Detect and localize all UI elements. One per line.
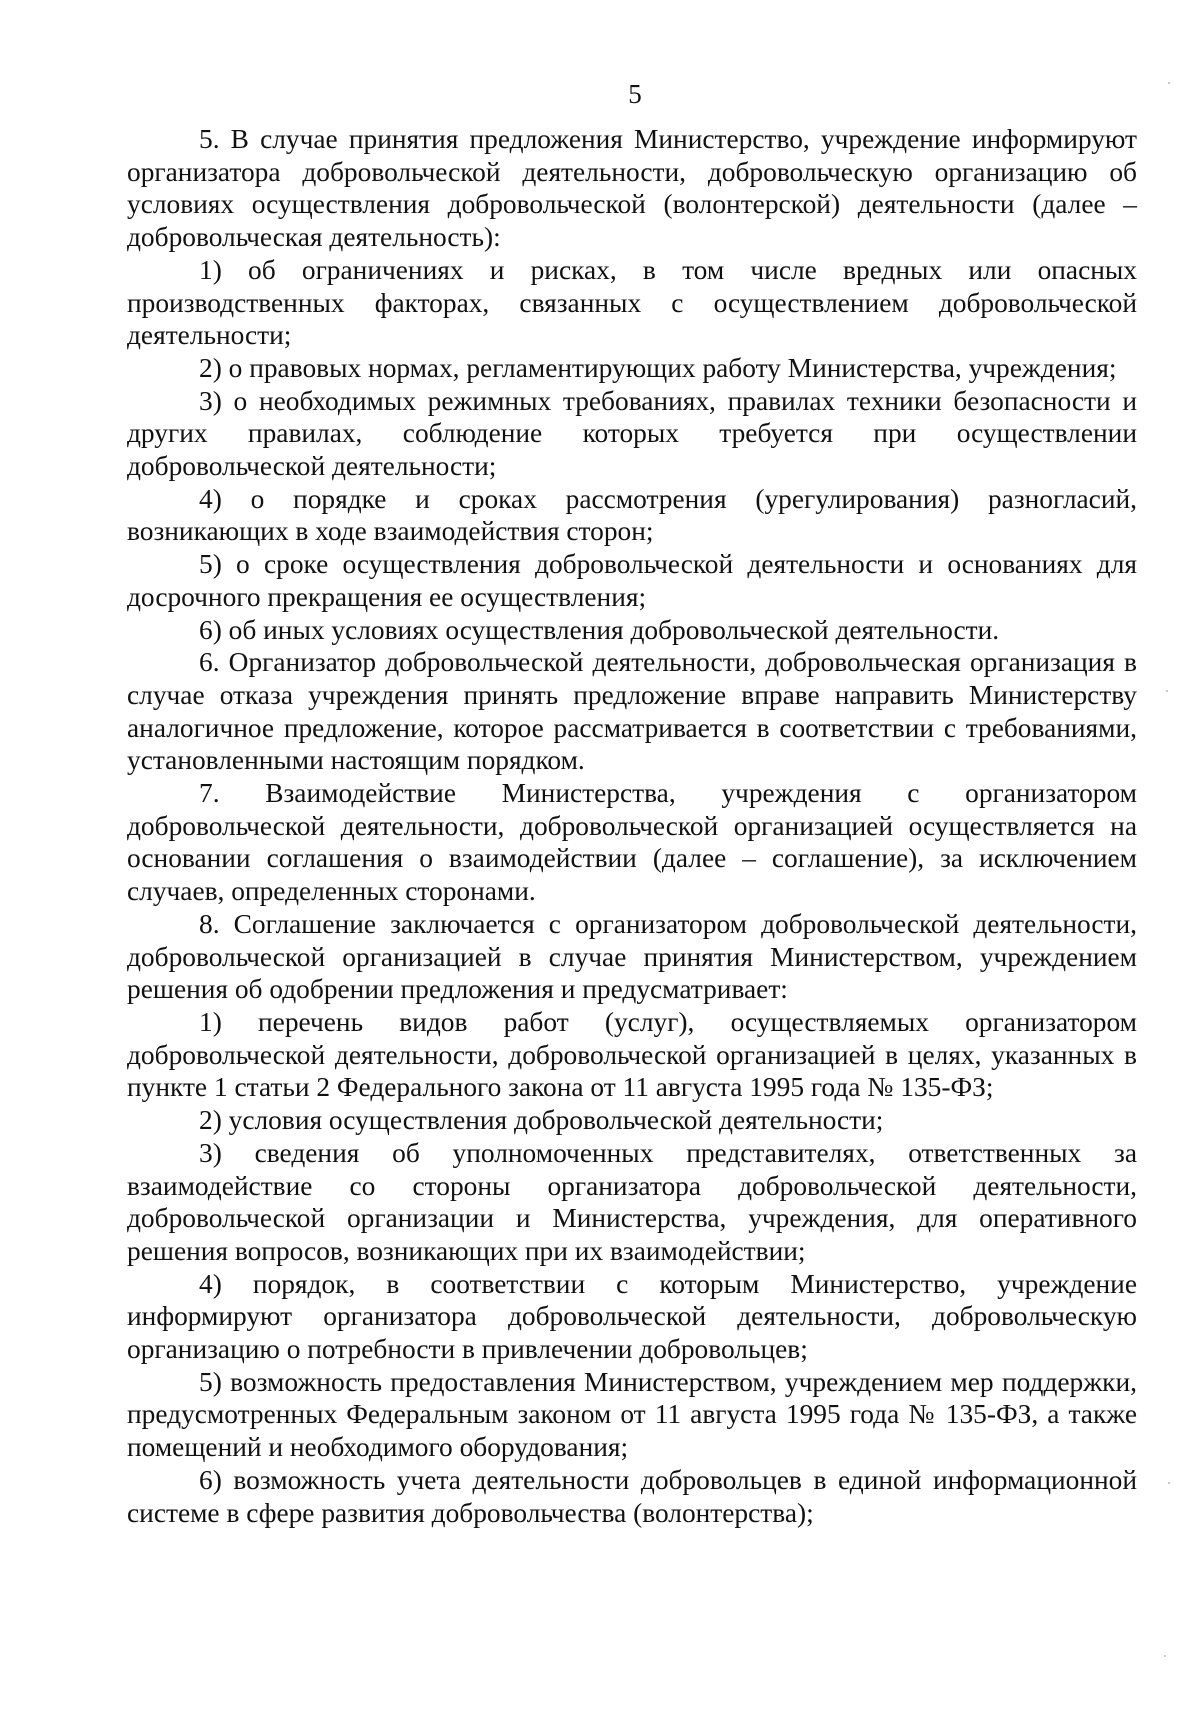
paragraph-clause-8-item-3: 3) сведения об уполномоченных представителях, ответственных за взаимодействие со стороны организатора добровольческой деятельности, добровольческой организации и Министерства, учреждения, для оперативного решения вопросов, возникающих при их взаимодействии; xyxy=(127,1137,1137,1266)
paragraph-clause-6: 6. Организатор добровольческой деятельности, добровольческая организация в случае отказа учреждения принять предложение вправе направить Министерству аналогичное предложение, которое рассматривается в соответствии с требованиями, установленными настоящим порядком. xyxy=(127,647,1137,776)
paragraph-clause-8-item-4: 4) порядок, в соответствии с которым Министерство, учреждение информируют организатора добровольческой деятельности, добровольческую организацию о потребности в привлечении добровольцев; xyxy=(127,1268,1137,1365)
paragraph-clause-5-item-1: 1) об ограничениях и рисках, в том числе вредных или опасных производственных факторах, связанных с осуществлением добровольческой деятельности; xyxy=(127,254,1137,351)
paragraph-clause-5-item-3: 3) о необходимых режимных требованиях, правилах техники безопасности и других правилах, соблюдение которых требуется при осуществлении добровольческой деятельности; xyxy=(127,385,1137,482)
scan-speck xyxy=(1164,1655,1166,1657)
page-number: 5 xyxy=(628,79,642,109)
paragraph-clause-5: 5. В случае принятия предложения Министерство, учреждение информируют организатора добровольческой деятельности, добровольческую организацию об условиях осуществления добровольческой (волонтерской) деятельности (далее – добровольческая деятельность): xyxy=(127,124,1137,253)
paragraph-clause-5-item-6: 6) об иных условиях осуществления добровольческой деятельности. xyxy=(199,614,1000,645)
scan-speck xyxy=(1168,82,1170,84)
paragraph-clause-8-item-5: 5) возможность предоставления Министерством, учреждением мер поддержки, предусмотренных Федеральным законом от 11 августа 1995 года № 135-ФЗ, а также помещений и необходимого оборудования; xyxy=(127,1366,1137,1463)
paragraph-clause-8: 8. Соглашение заключается с организатором добровольческой деятельности, добровольческой организацией в случае принятия Министерством, учреждением решения об одобрении предложения и предусматривает: xyxy=(127,908,1137,1005)
paragraph-clause-5-item-5: 5) о сроке осуществления добровольческой деятельности и основаниях для досрочного прекращения ее осуществления; xyxy=(127,549,1137,612)
document-body xyxy=(127,123,1137,1529)
scan-speck xyxy=(1168,1482,1170,1484)
paragraph-clause-5-item-2: 2) о правовых нормах, регламентирующих работу Министерства, учреждения; xyxy=(199,352,1117,383)
paragraph-clause-8-item-2: 2) условия осуществления добровольческой деятельности; xyxy=(199,1105,884,1136)
paragraph-clause-8-item-6: 6) возможность учета деятельности добровольцев в единой информационной системе в сфере развития добровольчества (волонтерства); xyxy=(127,1464,1137,1528)
paragraph-clause-5-item-4: 4) о порядке и сроках рассмотрения (урегулирования) разногласий, возникающих в ходе взаимодействия сторон; xyxy=(127,483,1137,547)
paragraph-clause-7: 7. Взаимодействие Министерства, учреждения с организатором добровольческой деятельности, добровольческой организацией осуществляется на основании соглашения о взаимодействии (далее – соглашение), за исключением случаев, определенных сторонами. xyxy=(127,778,1137,907)
paragraph-clause-8-item-1: 1) перечень видов работ (услуг), осуществляемых организатором добровольческой деятельности, добровольческой организацией в целях, указанных в пункте 1 статьи 2 Федерального закона от 11 августа 1995 года № 135-ФЗ; xyxy=(127,1006,1137,1103)
scan-speck xyxy=(1166,690,1168,692)
